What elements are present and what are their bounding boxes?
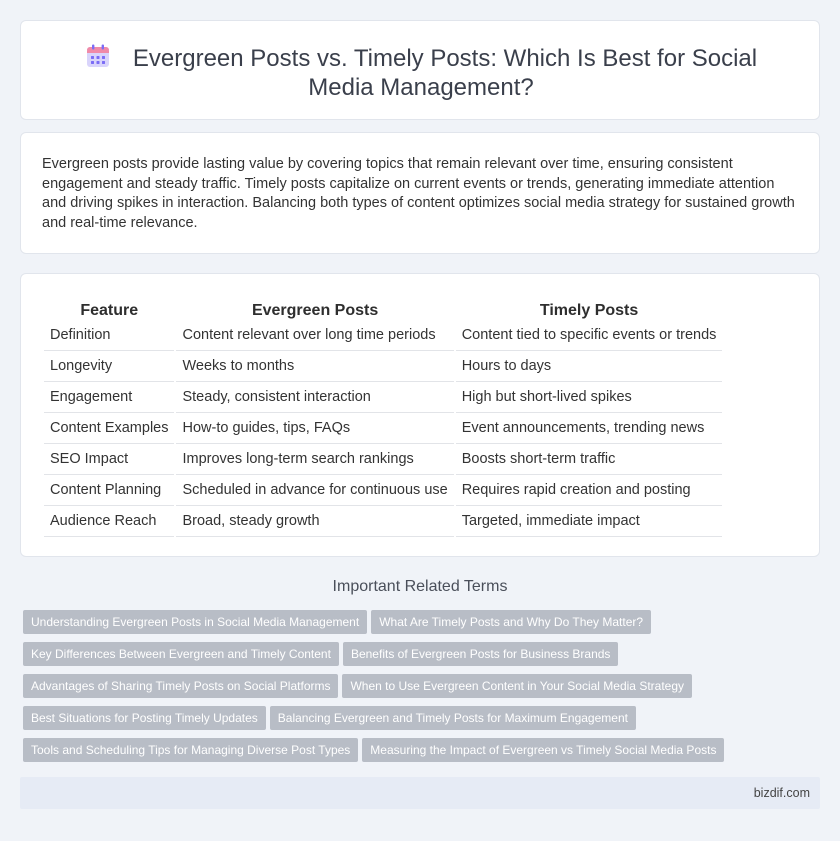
title-card <box>20 20 820 120</box>
table-row <box>44 413 722 444</box>
timely-cell: Event announcements, trending news <box>456 413 723 444</box>
timely-cell: Targeted, immediate impact <box>456 506 723 537</box>
header-evergreen: Evergreen Posts <box>251 302 379 319</box>
title-text: Evergreen Posts vs. Timely Posts: Which Is Best for Social Media Management? <box>132 45 758 101</box>
table-row <box>44 351 722 382</box>
related-term-link[interactable]: Advantages of Sharing Timely Posts on Social Platforms <box>23 674 338 698</box>
related-term-link[interactable]: Benefits of Evergreen Posts for Business Brands <box>343 642 618 666</box>
table-row <box>44 320 722 351</box>
timely-cell: Boosts short-term traffic <box>456 444 723 475</box>
related-term-link[interactable]: When to Use Evergreen Content in Your Social Media Strategy <box>342 674 692 698</box>
feature-cell: Content Examples <box>44 413 174 444</box>
evergreen-cell: How-to guides, tips, FAQs <box>176 413 453 444</box>
calendar-icon <box>85 43 111 69</box>
related-term-link[interactable]: Understanding Evergreen Posts in Social Media Management <box>23 610 367 634</box>
evergreen-cell: Weeks to months <box>176 351 453 382</box>
comparison-table <box>42 296 724 537</box>
tag-row <box>23 706 823 738</box>
footer-bar <box>20 777 820 809</box>
feature-cell: Longevity <box>44 351 174 382</box>
feature-cell: Definition <box>44 320 174 351</box>
table-row <box>44 382 722 413</box>
evergreen-cell: Broad, steady growth <box>176 506 453 537</box>
header-feature: Feature <box>80 302 139 319</box>
related-terms-list <box>23 610 823 770</box>
table-row <box>44 475 722 506</box>
intro-card <box>20 132 820 254</box>
feature-cell: SEO Impact <box>44 444 174 475</box>
related-term-link[interactable]: Measuring the Impact of Evergreen vs Timely Social Media Posts <box>362 738 724 762</box>
page-title <box>51 43 791 102</box>
header-timely: Timely Posts <box>539 302 639 319</box>
tag-row <box>23 674 823 706</box>
feature-cell: Audience Reach <box>44 506 174 537</box>
feature-cell: Content Planning <box>44 475 174 506</box>
related-term-link[interactable]: Balancing Evergreen and Timely Posts for Maximum Engagement <box>270 706 636 730</box>
timely-cell: Hours to days <box>456 351 723 382</box>
tag-row <box>23 610 823 642</box>
timely-cell: Content tied to specific events or trends <box>456 320 723 351</box>
evergreen-cell: Content relevant over long time periods <box>176 320 453 351</box>
tag-row <box>23 738 823 770</box>
footer-site-name: bizdif.com <box>753 786 810 800</box>
related-term-link[interactable]: Tools and Scheduling Tips for Managing Diverse Post Types <box>23 738 358 762</box>
timely-cell: Requires rapid creation and posting <box>456 475 723 506</box>
related-terms-heading: Important Related Terms <box>332 578 508 595</box>
related-term-link[interactable]: Best Situations for Posting Timely Updates <box>23 706 266 730</box>
feature-cell: Engagement <box>44 382 174 413</box>
related-term-link[interactable]: What Are Timely Posts and Why Do They Matter? <box>371 610 651 634</box>
table-row <box>44 444 722 475</box>
table-header-row <box>44 296 722 320</box>
tag-row <box>23 642 823 674</box>
evergreen-cell: Scheduled in advance for continuous use <box>176 475 453 506</box>
evergreen-cell: Improves long-term search rankings <box>176 444 453 475</box>
comparison-card <box>20 273 820 557</box>
timely-cell: High but short-lived spikes <box>456 382 723 413</box>
intro-paragraph: Evergreen posts provide lasting value by covering topics that remain relevant over time, ensuring consistent engagement and steady traffic. Timely posts capitalize on current events or trends, generating immediate attention and driving spikes in interaction. Balancing both types of content optimizes social media strategy for sustained growth and real-time relevance. <box>42 156 795 231</box>
evergreen-cell: Steady, consistent interaction <box>176 382 453 413</box>
related-term-link[interactable]: Key Differences Between Evergreen and Timely Content <box>23 642 339 666</box>
table-row <box>44 506 722 537</box>
